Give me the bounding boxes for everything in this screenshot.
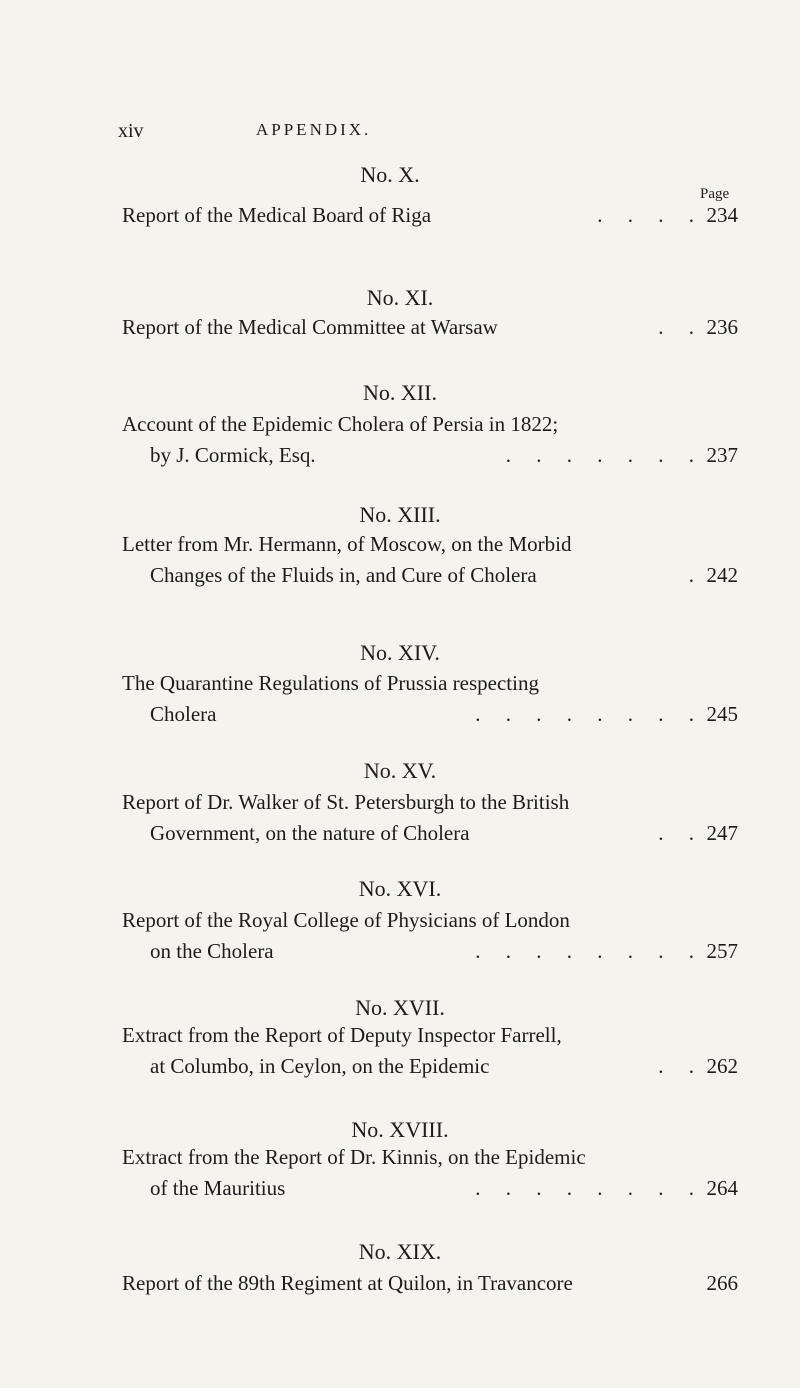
entry-line (122, 668, 738, 699)
entry-text: on the Cholera (150, 939, 274, 963)
entry-line (122, 936, 738, 967)
toc-entry (122, 1268, 738, 1299)
section-heading-text: No. XI. (366, 285, 434, 310)
entry-line (122, 1268, 738, 1299)
page-reference: 242 (706, 563, 738, 587)
page-reference: 234 (706, 203, 738, 227)
entry-line (122, 440, 738, 471)
entry-line (122, 818, 738, 849)
entry-text: Extract from the Report of Deputy Inspector Farrell, (122, 1023, 562, 1047)
toc-entry (122, 905, 738, 967)
entry-line (122, 1051, 738, 1082)
section-heading-text: No. XII. (363, 380, 437, 405)
entry-text: of the Mauritius (150, 1176, 286, 1200)
entry-line (122, 699, 738, 730)
entry-line (122, 787, 738, 818)
entry-text: Report of the Medical Board of Riga (122, 203, 432, 227)
page-reference: 245 (706, 702, 738, 726)
toc-entry (122, 668, 738, 730)
entry-text: Extract from the Report of Dr. Kinnis, on the Epidemic (122, 1145, 586, 1169)
section-heading-text: No. XVIII. (351, 1117, 449, 1142)
section-heading-text: No. XVI. (358, 876, 442, 901)
entry-line (122, 905, 738, 936)
page-reference: 247 (706, 821, 738, 845)
entry-text: by J. Cormick, Esq. (150, 443, 316, 467)
toc-entry (122, 200, 738, 231)
page-reference: 236 (706, 315, 738, 339)
section-heading-text: No. XIX. (358, 1239, 442, 1264)
toc-entry (122, 787, 738, 849)
dot-leader: . . (658, 315, 704, 339)
entry-line (122, 200, 738, 231)
entry-line (122, 312, 738, 343)
section-heading-text: No. XIII. (359, 502, 441, 527)
dot-leader: . . . . . . . . (475, 702, 704, 726)
dot-leader: . . . . . . . . (475, 1176, 704, 1200)
toc-entry (122, 1142, 738, 1204)
toc-entry (122, 312, 738, 343)
section-heading-text: No. XVII. (355, 995, 445, 1020)
dot-leader: . . (658, 821, 704, 845)
toc-entry (122, 529, 738, 591)
entry-text: Report of the 89th Regiment at Quilon, in Travancore (122, 1271, 573, 1295)
toc-entry (122, 409, 738, 471)
page-reference: 237 (706, 443, 738, 467)
entry-line (122, 1020, 738, 1051)
entry-line (122, 529, 738, 560)
page-reference: 262 (706, 1054, 738, 1078)
dot-leader: . . . . (597, 203, 704, 227)
running-title: APPENDIX. (256, 120, 372, 139)
entry-line (122, 409, 738, 440)
dot-leader: . . . . . . . . (475, 939, 704, 963)
dot-leader: . (688, 563, 704, 587)
entry-text: Account of the Epidemic Cholera of Persia in 1822; (122, 412, 559, 436)
entry-text: Report of Dr. Walker of St. Petersburgh to the British (122, 790, 570, 814)
page-reference: 266 (706, 1271, 738, 1295)
section-heading-text: No. X. (360, 162, 420, 187)
page-reference: 264 (706, 1176, 738, 1200)
entry-text: at Columbo, in Ceylon, on the Epidemic (150, 1054, 490, 1078)
page-reference: 257 (706, 939, 738, 963)
section-heading-text: No. XIV. (360, 640, 440, 665)
toc-entry (122, 1020, 738, 1082)
section-heading-text: No. XV. (363, 758, 437, 783)
page-column-label: Page (700, 186, 730, 202)
entry-line (122, 1173, 738, 1204)
page-number: xiv (118, 120, 144, 142)
entry-text: The Quarantine Regulations of Prussia respecting (122, 671, 539, 695)
entry-text: Changes of the Fluids in, and Cure of Cholera (150, 563, 537, 587)
entry-text: Report of the Royal College of Physicians of London (122, 908, 570, 932)
entry-text: Government, on the nature of Cholera (150, 821, 470, 845)
entry-line (122, 560, 738, 591)
entry-text: Letter from Mr. Hermann, of Moscow, on the Morbid (122, 532, 572, 556)
dot-leader: . . (658, 1054, 704, 1078)
entry-line (122, 1142, 738, 1173)
dot-leader: . . . . . . . (505, 443, 704, 467)
running-header (118, 116, 718, 146)
entry-text: Report of the Medical Committee at Warsaw (122, 315, 498, 339)
entry-text: Cholera (150, 702, 217, 726)
